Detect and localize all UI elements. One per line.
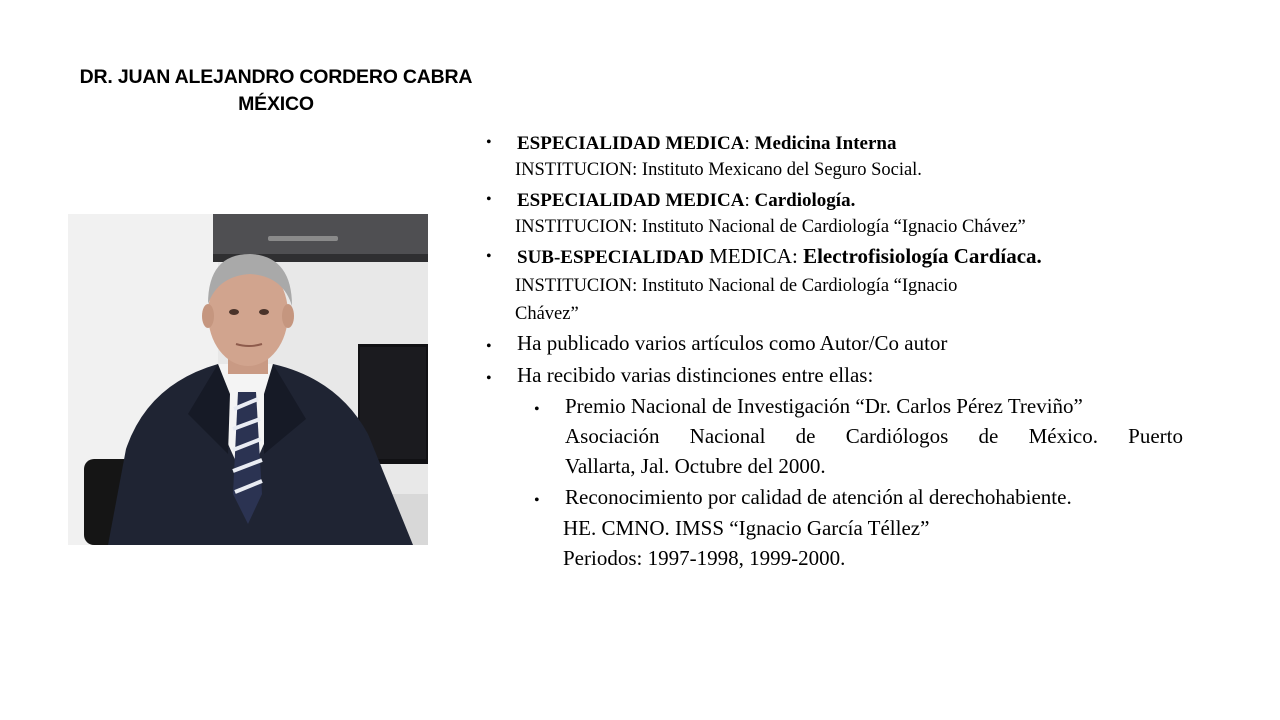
page-title [60, 64, 492, 118]
subspecialty-label: SUB-ESPECIALIDAD [517, 247, 704, 268]
doctor-name: DR. JUAN ALEJANDRO CORDERO CABRA [79, 66, 473, 88]
specialty-value: Medicina Interna [754, 133, 897, 154]
institution-3: INSTITUCION: Instituto Nacional de Cardiología “Ignacio [515, 276, 958, 296]
specialty-value: Cardiología. [754, 190, 856, 211]
bullet-icon: • [486, 338, 492, 355]
distinction-1-line-3: Vallarta, Jal. Octubre del 2000. [565, 454, 826, 478]
bullet-icon: • [486, 248, 492, 265]
separator: : [744, 190, 755, 211]
distinctions-intro: Ha recibido varias distinciones entre ellas: [517, 363, 874, 387]
specialty-2 [517, 190, 855, 212]
specialty-1 [517, 133, 897, 155]
specialty-label: ESPECIALIDAD MEDICA [517, 190, 745, 211]
bullet-icon: • [486, 134, 492, 151]
bullet-icon: • [486, 370, 492, 387]
country-label: MÉXICO [238, 93, 314, 115]
distinction-2-line-1: Reconocimiento por calidad de atención al derechohabiente. [565, 485, 1072, 509]
institution-1: INSTITUCION: Instituto Mexicano del Seguro Social. [515, 160, 922, 180]
distinction-2-line-2: HE. CMNO. IMSS “Ignacio García Téllez” [563, 516, 930, 540]
sub-bullet-icon: • [534, 492, 540, 509]
institution-3-cont: Chávez” [515, 304, 579, 324]
subspecialty [517, 244, 1042, 269]
subspecialty-label-medica: MEDICA [703, 244, 792, 268]
doctor-photo [68, 214, 428, 545]
sub-bullet-icon: • [534, 401, 540, 418]
distinction-2-line-3: Periodos: 1997-1998, 1999-2000. [563, 546, 846, 570]
distinction-1-line-1: Premio Nacional de Investigación “Dr. Carlos Pérez Treviño” [565, 394, 1083, 418]
bullet-icon: • [486, 191, 492, 208]
separator: : [744, 133, 755, 154]
portrait-illustration [68, 214, 428, 545]
specialty-label: ESPECIALIDAD MEDICA [517, 133, 745, 154]
separator: : [791, 244, 804, 268]
institution-2: INSTITUCION: Instituto Nacional de Cardiología “Ignacio Chávez” [515, 217, 1026, 237]
distinction-1-line-2: Asociación Nacional de Cardiólogos de México. Puerto [565, 424, 1183, 448]
publications-text: Ha publicado varios artículos como Autor/Co autor [517, 331, 948, 355]
subspecialty-value: Electrofisiología Cardíaca. [803, 244, 1042, 268]
